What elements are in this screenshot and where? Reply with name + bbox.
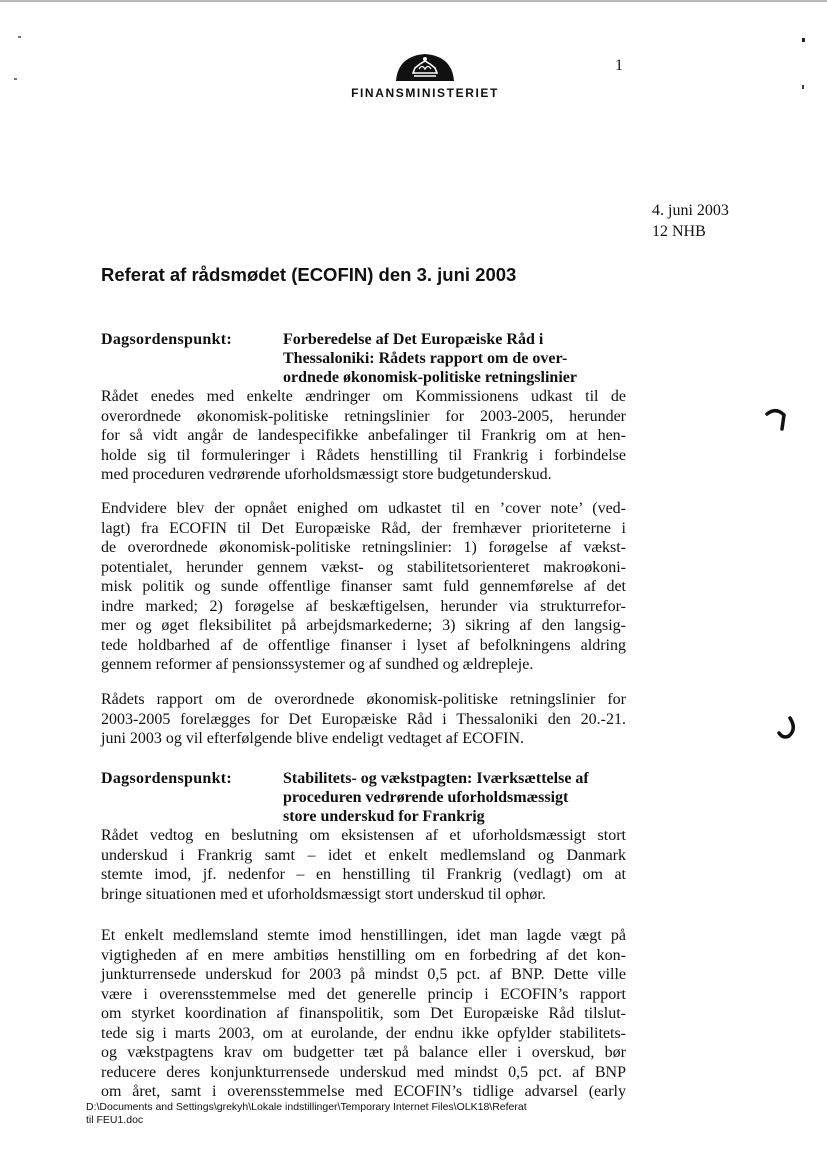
scan-speck	[18, 36, 21, 38]
text-line: reducere deres konjunkturrensede underskud med mindst 0,5 pct. af BNP	[101, 1063, 626, 1081]
text-line: Endvidere blev der opnået enighed om udkastet til en ’cover note’ (ved-	[101, 500, 626, 517]
text-line: 2003-2005 forelægges for Det Europæiske Råd i Thessaloniki den 20.-21.	[101, 710, 626, 728]
heading-line: Thessaloniki: Rådets rapport om de over-	[283, 350, 568, 367]
agenda-heading	[283, 330, 628, 387]
scan-mark-icon	[762, 404, 792, 432]
agenda-heading	[283, 769, 628, 826]
text-line: og vækstpagtens krav om budgetter tæt på balance eller i overskud, bør	[101, 1044, 626, 1061]
paragraph	[101, 826, 626, 904]
organization-name: FINANSMINISTERIET	[351, 86, 499, 100]
text-line: junkturrensede underskud for 2003 på mindst 0,5 pct. af BNP. Dette ville	[101, 966, 626, 983]
file-path-footer	[86, 1101, 527, 1127]
text-line: misk politik og sunde offentlige finanser samt fuld gennemførelse af det	[101, 578, 626, 595]
scan-mark-icon	[773, 712, 803, 742]
heading-line: store underskud for Frankrig	[283, 808, 485, 825]
paragraph	[101, 690, 626, 749]
text-line: med proceduren vedrørende uforholdsmæssigt store budgetunderskud.	[101, 466, 552, 483]
text-line: gennem reformer af pensionssystemer og af sundhed og ældrepleje.	[101, 656, 534, 673]
scan-speck	[14, 78, 17, 80]
document-reference: 12 NHB	[652, 223, 706, 240]
scan-speck	[802, 85, 804, 89]
footer-line: D:\Documents and Settings\grekyh\Lokale indstillinger\Temporary Internet Files\OLK18\Referat	[86, 1101, 527, 1113]
footer-line: til FEU1.doc	[86, 1114, 144, 1126]
agenda-label: Dagsordenspunkt:	[101, 770, 233, 787]
text-line: underskud i Frankrig samt – idet et enkelt medlemsland og Danmark	[101, 846, 626, 864]
text-line: lagt) fra ECOFIN til Det Europæiske Råd, der fremhæver prioriteterne i	[101, 519, 626, 537]
text-line: Rådet enedes med enkelte ændringer om Kommissionens udkast til de	[101, 388, 626, 405]
text-line: vigtigheden af en mere ambitiøs henstilling om en forbedring af det kon-	[101, 946, 626, 964]
text-line: tede holdbarhed af de offentlige finanser i lyset af befolkningens aldring	[101, 636, 626, 654]
text-line: juni 2003 og vil efterfølgende blive endeligt vedtaget af ECOFIN.	[101, 730, 524, 747]
date-block	[652, 200, 729, 242]
heading-line: proceduren vedrørende uforholdsmæssigt	[283, 789, 569, 806]
page-number: 1	[615, 57, 623, 74]
paragraph	[101, 499, 626, 675]
text-line: Rådets rapport om de overordnede økonomisk-politiske retningslinier for	[101, 691, 626, 708]
paragraph	[101, 387, 626, 485]
text-line: potentialet, herunder gennem vækst- og stabilitetsorienteret makroøkoni-	[101, 558, 626, 576]
heading-line: Forberedelse af Det Europæiske Råd i	[283, 331, 544, 348]
text-line: Et enkelt medlemsland stemte imod henstillingen, idet man lagde vægt på	[101, 927, 626, 944]
text-line: mer og øget fleksibilitet på arbejdsmarkederne; 3) sikring af den langsig-	[101, 617, 626, 634]
text-line: for så vidt angår de landespecifikke anbefalinger til Frankrig om at hen-	[101, 427, 626, 444]
agenda-label: Dagsordenspunkt:	[101, 331, 233, 348]
text-line: indre marked; 2) forøgelse af beskæftigelsen, herunder via strukturrefor-	[101, 597, 626, 615]
crown-logo-icon	[394, 52, 456, 82]
text-line: stemte imod, jf. nedenfor – en henstilling til Frankrig (vedlagt) om at	[101, 866, 626, 883]
text-line: om styrket koordination af finanspolitik, som Det Europæiske Råd tilslut-	[101, 1005, 626, 1022]
text-line: Rådet vedtog en beslutning om eksistensen af et uforholdsmæssigt stort	[101, 827, 626, 844]
heading-line: ordnede økonomisk-politiske retningslinier	[283, 369, 577, 386]
page-title: Referat af rådsmødet (ECOFIN) den 3. juni 2003	[101, 264, 517, 285]
document-date: 4. juni 2003	[652, 202, 729, 219]
text-line: være i overensstemmelse med det generelle princip i ECOFIN’s rapport	[101, 985, 626, 1003]
scan-top-edge	[0, 0, 827, 2]
text-line: holde sig til formuleringer i Rådets henstilling til Frankrig i forbindelse	[101, 446, 626, 464]
text-line: bringe situationen med et uforholdsmæssigt stort underskud til ophør.	[101, 885, 546, 903]
text-line: overordnede økonomisk-politiske retningslinier for 2003-2005, herunder	[101, 407, 626, 425]
text-line: tede sig i marts 2003, om at eurolande, der endnu ikke opfylder stabilitets-	[101, 1024, 626, 1042]
scan-speck	[802, 38, 805, 42]
text-line: de overordnede økonomisk-politiske retningslinier: 1) forøgelse af vækst-	[101, 539, 626, 556]
paragraph	[101, 926, 626, 1102]
text-line: om året, samt i overensstemmelse med ECOFIN’s tidlige advarsel (early	[101, 1083, 626, 1100]
heading-line: Stabilitets- og vækstpagten: Iværksættelse af	[283, 770, 589, 787]
